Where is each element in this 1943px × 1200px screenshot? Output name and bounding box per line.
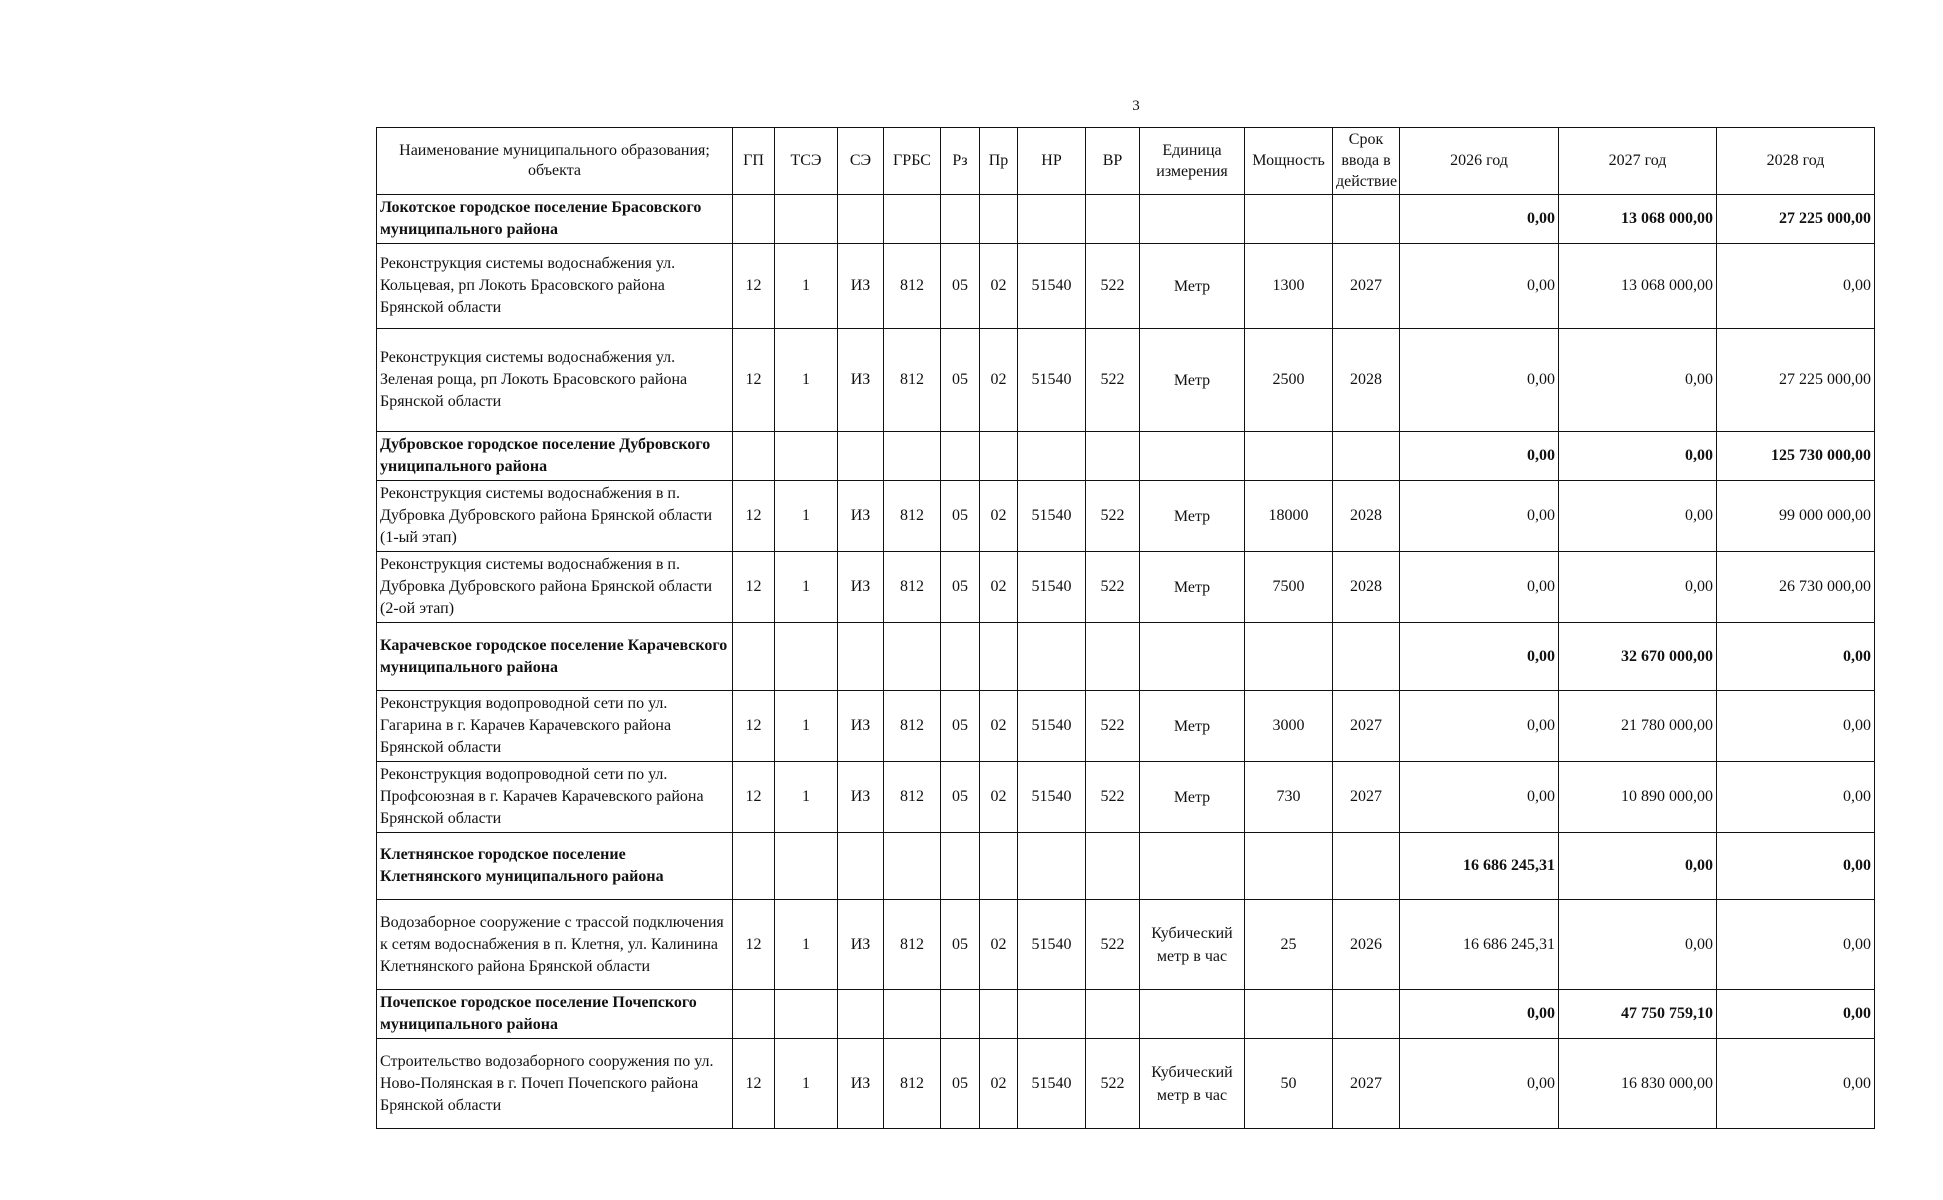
cell-2028: 0,00 (1717, 990, 1875, 1039)
cell-deadline: 2027 (1333, 244, 1400, 329)
cell-2026: 0,00 (1400, 329, 1559, 432)
cell-capacity: 730 (1245, 762, 1333, 833)
cell-unit: Метр (1140, 552, 1245, 623)
cell-pr (980, 623, 1018, 691)
group-row (377, 623, 1875, 691)
cell-2026: 0,00 (1400, 691, 1559, 762)
cell-capacity: 1300 (1245, 244, 1333, 329)
cell-pr: 02 (980, 691, 1018, 762)
object-name: Реконструкция системы водоснабжения ул. Кольцевая, рп Локоть Брасовского района Брянской области (377, 244, 733, 329)
cell-2027: 0,00 (1559, 432, 1717, 481)
cell-rz (941, 432, 980, 481)
cell-deadline: 2027 (1333, 1039, 1400, 1129)
cell-2026: 0,00 (1400, 762, 1559, 833)
cell-tse (775, 990, 838, 1039)
cell-2028: 0,00 (1717, 833, 1875, 900)
cell-pr: 02 (980, 244, 1018, 329)
cell-2026: 0,00 (1400, 990, 1559, 1039)
cell-2028: 0,00 (1717, 244, 1875, 329)
cell-pr (980, 432, 1018, 481)
cell-capacity (1245, 432, 1333, 481)
group-row (377, 432, 1875, 481)
cell-deadline (1333, 833, 1400, 900)
cell-unit (1140, 432, 1245, 481)
cell-nr: 51540 (1018, 244, 1086, 329)
cell-tse: 1 (775, 481, 838, 552)
cell-se (838, 623, 884, 691)
table-header-row (377, 128, 1875, 195)
cell-rz: 05 (941, 1039, 980, 1129)
cell-2027: 21 780 000,00 (1559, 691, 1717, 762)
cell-se: ИЗ (838, 691, 884, 762)
cell-2028: 0,00 (1717, 1039, 1875, 1129)
cell-2028: 0,00 (1717, 623, 1875, 691)
cell-se: ИЗ (838, 1039, 884, 1129)
cell-rz (941, 195, 980, 244)
cell-unit: Метр (1140, 762, 1245, 833)
cell-unit: Метр (1140, 244, 1245, 329)
cell-grbs (884, 990, 941, 1039)
cell-2027: 47 750 759,10 (1559, 990, 1717, 1039)
cell-gp: 12 (733, 691, 775, 762)
cell-deadline: 2027 (1333, 691, 1400, 762)
cell-capacity (1245, 195, 1333, 244)
cell-grbs (884, 623, 941, 691)
cell-grbs: 812 (884, 329, 941, 432)
cell-2027: 10 890 000,00 (1559, 762, 1717, 833)
object-row (377, 762, 1875, 833)
cell-rz: 05 (941, 900, 980, 990)
object-name: Реконструкция водопроводной сети по ул. Профсоюзная в г. Карачев Карачевского района Брянской области (377, 762, 733, 833)
cell-gp (733, 990, 775, 1039)
cell-pr (980, 990, 1018, 1039)
cell-vr (1086, 432, 1140, 481)
cell-deadline: 2028 (1333, 552, 1400, 623)
header-grbs: ГРБС (884, 128, 941, 195)
cell-tse: 1 (775, 329, 838, 432)
header-vr: ВР (1086, 128, 1140, 195)
cell-unit (1140, 195, 1245, 244)
cell-rz: 05 (941, 552, 980, 623)
cell-capacity: 50 (1245, 1039, 1333, 1129)
cell-gp: 12 (733, 481, 775, 552)
cell-pr: 02 (980, 552, 1018, 623)
object-name: Строительство водозаборного сооружения по ул. Ново-Полянская в г. Почеп Почепского района Брянской области (377, 1039, 733, 1129)
cell-2027: 0,00 (1559, 329, 1717, 432)
cell-2028: 0,00 (1717, 691, 1875, 762)
municipality-name: Дубровское городское поселение Дубровского униципального района (377, 432, 733, 481)
cell-vr (1086, 195, 1140, 244)
cell-vr (1086, 833, 1140, 900)
header-name: Наименование муниципального образования; объекта (377, 128, 733, 195)
cell-vr (1086, 990, 1140, 1039)
cell-nr (1018, 623, 1086, 691)
header-capacity: Мощность (1245, 128, 1333, 195)
cell-grbs (884, 432, 941, 481)
cell-gp (733, 195, 775, 244)
group-row (377, 195, 1875, 244)
cell-2026: 0,00 (1400, 623, 1559, 691)
budget-table (376, 127, 1875, 1129)
cell-2028: 0,00 (1717, 900, 1875, 990)
cell-2027: 13 068 000,00 (1559, 195, 1717, 244)
cell-rz: 05 (941, 481, 980, 552)
municipality-name: Карачевское городское поселение Карачевского муниципального района (377, 623, 733, 691)
cell-2027: 16 830 000,00 (1559, 1039, 1717, 1129)
cell-capacity: 2500 (1245, 329, 1333, 432)
cell-2027: 32 670 000,00 (1559, 623, 1717, 691)
cell-vr: 522 (1086, 244, 1140, 329)
cell-2027: 0,00 (1559, 833, 1717, 900)
cell-grbs: 812 (884, 244, 941, 329)
cell-se (838, 432, 884, 481)
cell-2027: 0,00 (1559, 552, 1717, 623)
table-body (377, 195, 1875, 1129)
cell-2028: 125 730 000,00 (1717, 432, 1875, 481)
cell-nr: 51540 (1018, 900, 1086, 990)
cell-2026: 0,00 (1400, 432, 1559, 481)
cell-vr: 522 (1086, 329, 1140, 432)
cell-pr (980, 195, 1018, 244)
cell-grbs: 812 (884, 762, 941, 833)
header-se: СЭ (838, 128, 884, 195)
header-2028: 2028 год (1717, 128, 1875, 195)
cell-capacity: 3000 (1245, 691, 1333, 762)
cell-rz: 05 (941, 691, 980, 762)
object-row (377, 244, 1875, 329)
cell-unit (1140, 623, 1245, 691)
cell-2026: 16 686 245,31 (1400, 900, 1559, 990)
page-number: 3 (1132, 98, 1140, 114)
object-row (377, 1039, 1875, 1129)
cell-tse: 1 (775, 900, 838, 990)
cell-vr: 522 (1086, 481, 1140, 552)
cell-unit (1140, 833, 1245, 900)
cell-grbs (884, 833, 941, 900)
header-rz: Рз (941, 128, 980, 195)
object-name: Реконструкция системы водоснабжения в п. Дубровка Дубровского района Брянской области (1-ый этап) (377, 481, 733, 552)
cell-nr (1018, 990, 1086, 1039)
header-unit: Единица измерения (1140, 128, 1245, 195)
header-2026: 2026 год (1400, 128, 1559, 195)
cell-se: ИЗ (838, 552, 884, 623)
object-row (377, 900, 1875, 990)
header-2027: 2027 год (1559, 128, 1717, 195)
cell-2027: 13 068 000,00 (1559, 244, 1717, 329)
header-pr: Пр (980, 128, 1018, 195)
cell-gp: 12 (733, 1039, 775, 1129)
object-row (377, 552, 1875, 623)
cell-se (838, 833, 884, 900)
municipality-name: Локотское городское поселение Брасовского муниципального района (377, 195, 733, 244)
cell-gp: 12 (733, 552, 775, 623)
cell-deadline: 2026 (1333, 900, 1400, 990)
cell-deadline (1333, 432, 1400, 481)
cell-nr (1018, 195, 1086, 244)
cell-2026: 0,00 (1400, 552, 1559, 623)
cell-deadline (1333, 623, 1400, 691)
cell-deadline (1333, 990, 1400, 1039)
cell-grbs: 812 (884, 481, 941, 552)
cell-2027: 0,00 (1559, 900, 1717, 990)
cell-2028: 27 225 000,00 (1717, 329, 1875, 432)
cell-gp: 12 (733, 244, 775, 329)
cell-2028: 27 225 000,00 (1717, 195, 1875, 244)
cell-vr: 522 (1086, 552, 1140, 623)
cell-tse: 1 (775, 552, 838, 623)
cell-unit: Метр (1140, 329, 1245, 432)
cell-capacity (1245, 833, 1333, 900)
cell-grbs: 812 (884, 691, 941, 762)
cell-unit: Метр (1140, 481, 1245, 552)
cell-nr: 51540 (1018, 1039, 1086, 1129)
municipality-name: Клетнянское городское поселение Клетнянского муниципального района (377, 833, 733, 900)
cell-gp (733, 623, 775, 691)
cell-gp: 12 (733, 329, 775, 432)
cell-capacity: 25 (1245, 900, 1333, 990)
cell-se: ИЗ (838, 329, 884, 432)
cell-tse: 1 (775, 762, 838, 833)
cell-pr: 02 (980, 1039, 1018, 1129)
object-name: Водозаборное сооружение с трассой подключения к сетям водоснабжения в п. Клетня, ул. Калинина Клетнянского района Брянской области (377, 900, 733, 990)
cell-rz: 05 (941, 244, 980, 329)
cell-deadline: 2028 (1333, 329, 1400, 432)
object-row (377, 691, 1875, 762)
header-gp: ГП (733, 128, 775, 195)
cell-grbs: 812 (884, 900, 941, 990)
cell-deadline: 2028 (1333, 481, 1400, 552)
cell-2026: 0,00 (1400, 1039, 1559, 1129)
cell-pr: 02 (980, 329, 1018, 432)
cell-nr: 51540 (1018, 481, 1086, 552)
cell-tse: 1 (775, 244, 838, 329)
object-row (377, 329, 1875, 432)
cell-deadline: 2027 (1333, 762, 1400, 833)
cell-se: ИЗ (838, 762, 884, 833)
group-row (377, 833, 1875, 900)
cell-2026: 16 686 245,31 (1400, 833, 1559, 900)
cell-tse: 1 (775, 691, 838, 762)
object-name: Реконструкция водопроводной сети по ул. Гагарина в г. Карачев Карачевского района Брянской области (377, 691, 733, 762)
cell-se: ИЗ (838, 244, 884, 329)
cell-nr (1018, 833, 1086, 900)
cell-rz (941, 990, 980, 1039)
cell-tse: 1 (775, 1039, 838, 1129)
cell-gp: 12 (733, 762, 775, 833)
cell-unit: Метр (1140, 691, 1245, 762)
cell-nr: 51540 (1018, 552, 1086, 623)
cell-2026: 0,00 (1400, 195, 1559, 244)
cell-vr: 522 (1086, 762, 1140, 833)
cell-grbs (884, 195, 941, 244)
group-row (377, 990, 1875, 1039)
cell-tse (775, 195, 838, 244)
cell-pr (980, 833, 1018, 900)
cell-unit: Кубический метр в час (1140, 900, 1245, 990)
object-name: Реконструкция системы водоснабжения в п. Дубровка Дубровского района Брянской области (2-ой этап) (377, 552, 733, 623)
cell-gp (733, 432, 775, 481)
cell-2026: 0,00 (1400, 481, 1559, 552)
cell-tse (775, 623, 838, 691)
object-name: Реконструкция системы водоснабжения ул. Зеленая роща, рп Локоть Брасовского района Брянской области (377, 329, 733, 432)
cell-deadline (1333, 195, 1400, 244)
header-tse: ТСЭ (775, 128, 838, 195)
cell-tse (775, 833, 838, 900)
cell-gp (733, 833, 775, 900)
cell-gp: 12 (733, 900, 775, 990)
cell-2027: 0,00 (1559, 481, 1717, 552)
object-row (377, 481, 1875, 552)
cell-unit (1140, 990, 1245, 1039)
cell-pr: 02 (980, 900, 1018, 990)
municipality-name: Почепское городское поселение Почепского муниципального района (377, 990, 733, 1039)
cell-rz: 05 (941, 762, 980, 833)
cell-2028: 0,00 (1717, 762, 1875, 833)
header-nr: НР (1018, 128, 1086, 195)
cell-pr: 02 (980, 762, 1018, 833)
cell-nr: 51540 (1018, 762, 1086, 833)
cell-unit: Кубический метр в час (1140, 1039, 1245, 1129)
cell-capacity (1245, 623, 1333, 691)
cell-2028: 99 000 000,00 (1717, 481, 1875, 552)
cell-vr: 522 (1086, 900, 1140, 990)
cell-capacity: 18000 (1245, 481, 1333, 552)
cell-rz: 05 (941, 329, 980, 432)
cell-vr: 522 (1086, 691, 1140, 762)
cell-se: ИЗ (838, 481, 884, 552)
cell-capacity: 7500 (1245, 552, 1333, 623)
cell-nr: 51540 (1018, 691, 1086, 762)
cell-vr (1086, 623, 1140, 691)
cell-2026: 0,00 (1400, 244, 1559, 329)
cell-vr: 522 (1086, 1039, 1140, 1129)
cell-se: ИЗ (838, 900, 884, 990)
cell-rz (941, 623, 980, 691)
cell-grbs: 812 (884, 552, 941, 623)
cell-2028: 26 730 000,00 (1717, 552, 1875, 623)
cell-tse (775, 432, 838, 481)
cell-capacity (1245, 990, 1333, 1039)
cell-nr: 51540 (1018, 329, 1086, 432)
cell-grbs: 812 (884, 1039, 941, 1129)
header-deadline: Срок ввода в действие (1333, 128, 1400, 195)
cell-se (838, 195, 884, 244)
cell-pr: 02 (980, 481, 1018, 552)
cell-se (838, 990, 884, 1039)
cell-nr (1018, 432, 1086, 481)
cell-rz (941, 833, 980, 900)
